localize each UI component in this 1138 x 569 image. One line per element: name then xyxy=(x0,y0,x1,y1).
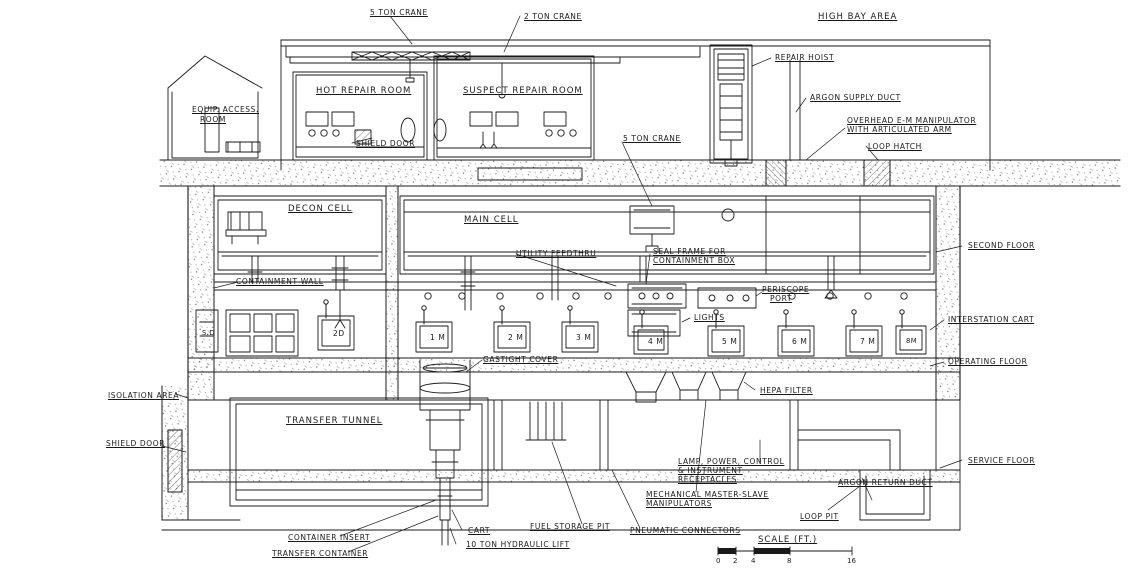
scale-tick-2: 2 xyxy=(733,557,738,565)
label-10-ton-hydraulic-lift: 10 TON HYDRAULIC LIFT xyxy=(466,540,570,549)
label-lamp-power-line2: & INSTRUMENT xyxy=(678,466,743,475)
label-high-bay-area: HIGH BAY AREA xyxy=(818,12,898,22)
label-sd-panel: S.D xyxy=(202,329,215,337)
scale-tick-4: 4 xyxy=(751,557,756,565)
label-transfer-container: TRANSFER CONTAINER xyxy=(272,549,369,558)
station-label-1m: 1 M xyxy=(430,333,446,342)
label-argon-return-duct: ARGON RETURN DUCT xyxy=(838,478,933,487)
label-hepa-filter: HEPA FILTER xyxy=(760,386,813,395)
label-decon-cell: DECON CELL xyxy=(288,204,353,214)
label-periscope-port-line1: PERISCOPE xyxy=(762,285,810,294)
label-main-cell: MAIN CELL xyxy=(464,215,519,225)
label-containment-wall: CONTAINMENT WALL xyxy=(236,277,324,286)
label-5-ton-crane-top: 5 TON CRANE xyxy=(370,8,428,17)
label-em-manipulator-line2: WITH ARTICULATED ARM xyxy=(847,125,952,134)
label-mechanical-msm-line1: MECHANICAL MASTER-SLAVE xyxy=(646,490,769,499)
station-label-7m: 7 M xyxy=(860,337,876,346)
label-argon-supply-duct: ARGON SUPPLY DUCT xyxy=(810,93,901,102)
label-utility-feedthru: UTILITY FEEDTHRU xyxy=(516,249,597,258)
scale-tick-8: 8 xyxy=(787,557,792,565)
label-pneumatic-connectors: PNEUMATIC CONNECTORS xyxy=(630,526,741,535)
label-second-floor: SECOND FLOOR xyxy=(968,241,1035,250)
scale-caption: SCALE (FT.) xyxy=(758,535,818,545)
label-transfer-tunnel: TRANSFER TUNNEL xyxy=(286,416,383,426)
label-hot-repair-room: HOT REPAIR ROOM xyxy=(316,86,412,96)
label-mechanical-msm-line2: MANIPULATORS xyxy=(646,499,712,508)
label-shield-door-top: SHIELD DOOR xyxy=(356,139,416,148)
label-periscope-port-line2: PORT xyxy=(770,294,793,303)
label-repair-hoist: REPAIR HOIST xyxy=(775,53,835,62)
label-lamp-power-line1: LAMP, POWER, CONTROL xyxy=(678,457,785,466)
station-label-3m: 3 M xyxy=(576,333,592,342)
label-2-ton-crane: 2 TON CRANE xyxy=(524,12,582,21)
station-label-5m: 5 M xyxy=(722,337,738,346)
label-equip-access-room-line2: ROOM xyxy=(200,115,226,124)
station-label-8m: 8M xyxy=(906,337,917,345)
label-loop-pit: LOOP PIT xyxy=(800,512,839,521)
label-suspect-repair-room: SUSPECT REPAIR ROOM xyxy=(463,86,583,96)
station-label-6m: 6 M xyxy=(792,337,808,346)
station-label-4m: 4 M xyxy=(648,337,664,346)
label-fuel-storage-pit: FUEL STORAGE PIT xyxy=(530,522,611,531)
label-lights: LIGHTS xyxy=(694,313,725,322)
label-5-ton-crane-mid: 5 TON CRANE xyxy=(623,134,681,143)
label-cart: CART xyxy=(468,526,491,535)
label-seal-frame-line1: SEAL FRAME FOR xyxy=(653,247,726,256)
label-container-insert: CONTAINER INSERT xyxy=(288,533,371,542)
station-label-2m: 2 M xyxy=(508,333,524,342)
label-shield-door-left: SHIELD DOOR xyxy=(106,439,166,448)
label-lamp-power-line3: RECEPTACLES xyxy=(678,475,737,484)
label-seal-frame-line2: CONTAINMENT BOX xyxy=(653,256,736,265)
label-interstation-cart: INTERSTATION CART xyxy=(948,315,1035,324)
label-gastight-cover: GASTIGHT COVER xyxy=(483,355,559,364)
label-operating-floor: OPERATING FLOOR xyxy=(948,357,1028,366)
label-em-manipulator-line1: OVERHEAD E-M MANIPULATOR xyxy=(847,116,977,125)
label-isolation-area: ISOLATION AREA xyxy=(108,391,180,400)
label-equip-access-room-line1: EQUIP. ACCESS. xyxy=(192,105,259,114)
station-label-2d: 2D xyxy=(333,329,345,338)
scale-tick-0: 0 xyxy=(716,557,721,565)
scale-tick-16: 16 xyxy=(847,557,856,565)
label-service-floor: SERVICE FLOOR xyxy=(968,456,1036,465)
label-loop-hatch: LOOP HATCH xyxy=(868,142,922,151)
